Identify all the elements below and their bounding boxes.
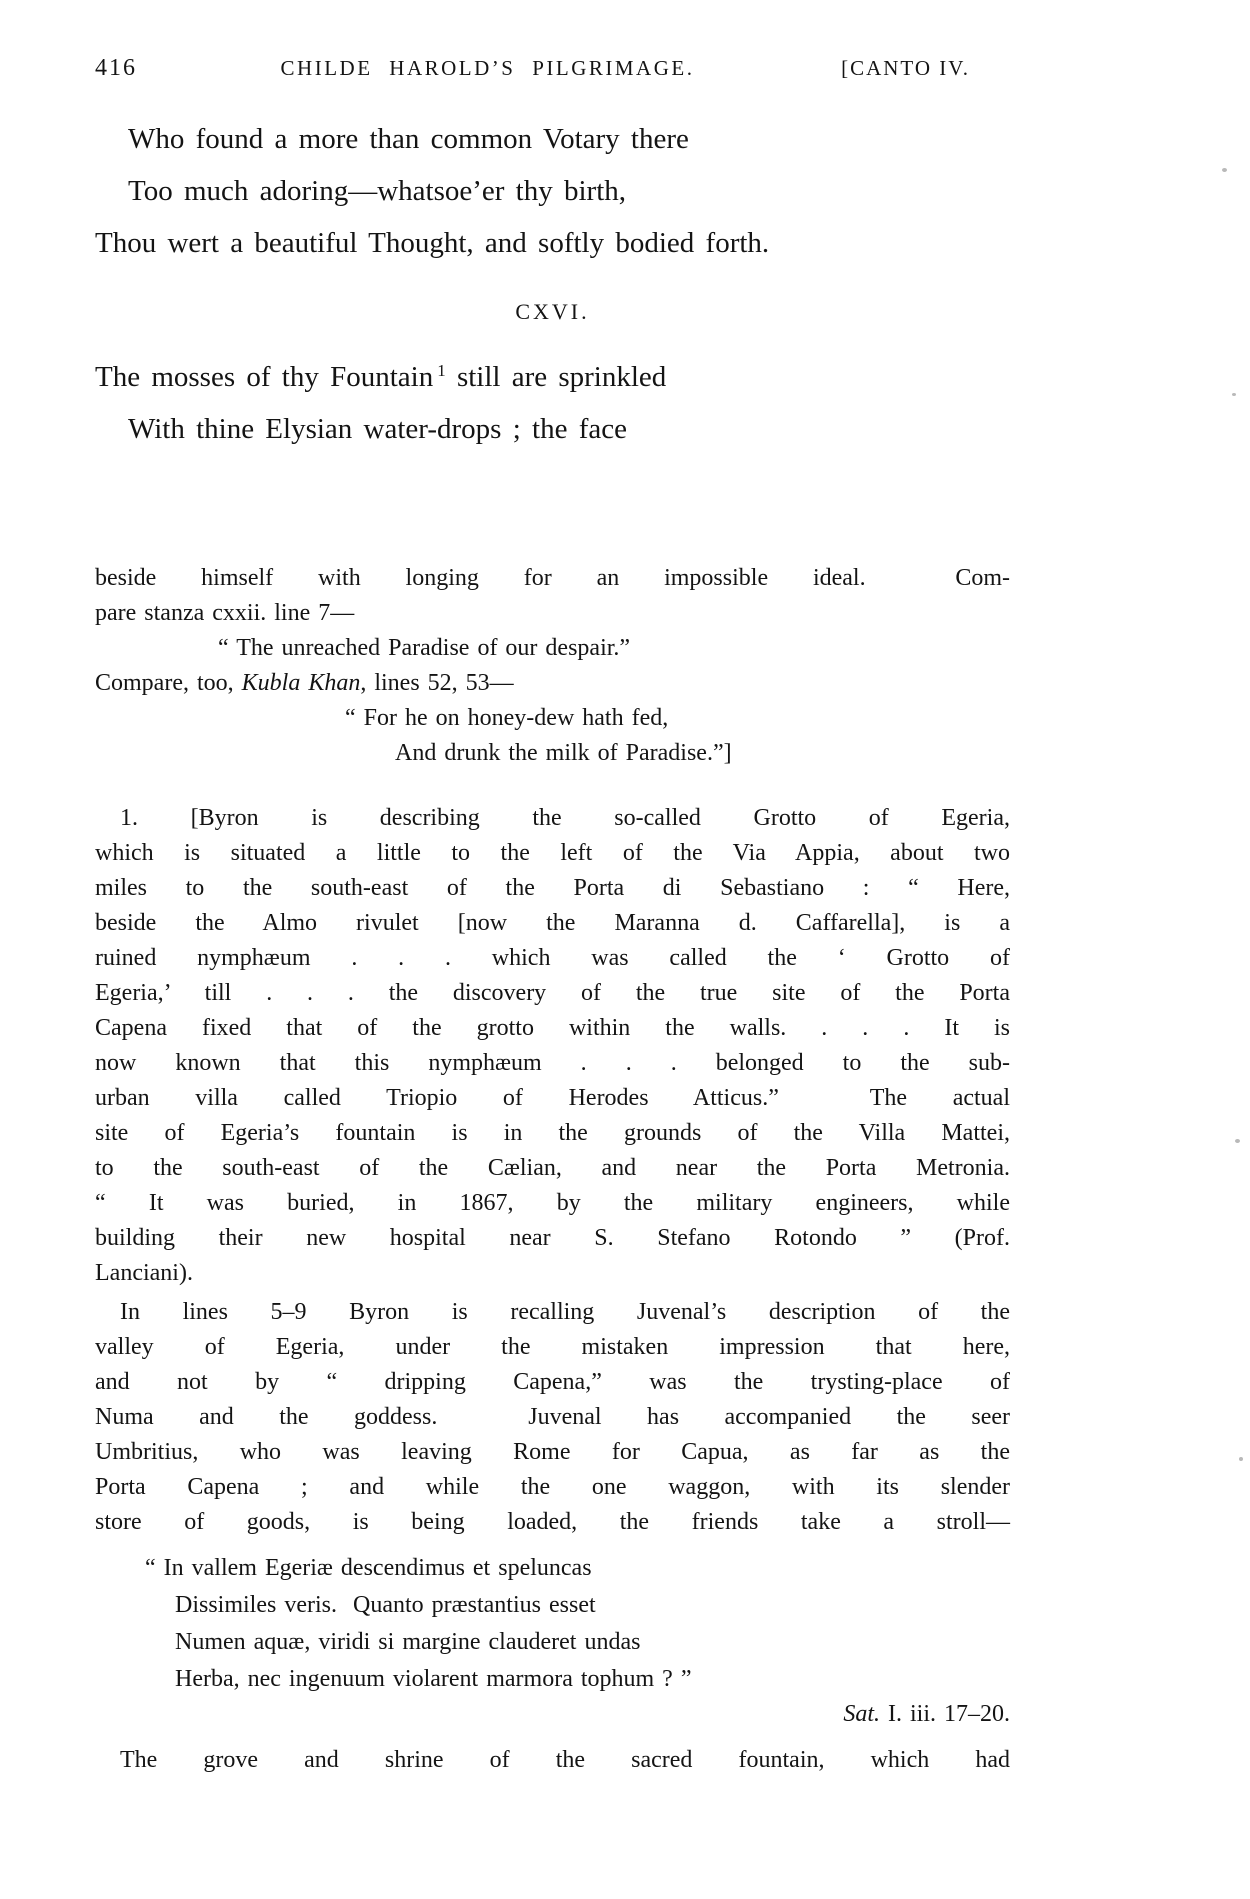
footnote-line: store of goods, is being loaded, the friends take a stroll— xyxy=(95,1509,1010,1535)
footnote-quote-line: And drunk the milk of Paradise.”] xyxy=(395,740,732,766)
footnote-line: site of Egeria’s fountain is in the grounds of the Villa Mattei, xyxy=(95,1120,1010,1146)
poem-line-text: still are sprinkled xyxy=(445,361,667,393)
latin-quote-line: Herba, nec ingenuum violarent marmora tophum ? ” xyxy=(175,1666,692,1692)
latin-quote-line: Numen aquæ, viridi si margine clauderet undas xyxy=(175,1629,641,1655)
footnote-continuation xyxy=(95,561,1010,771)
book-title-header: CHILDE HAROLD’S PILGRIMAGE. xyxy=(280,56,695,80)
footnote-line: building their new hospital near S. Stefano Rotondo ” (Prof. xyxy=(95,1225,1010,1251)
footnote-line: now known that this nymphæum . . . belonged to the sub- xyxy=(95,1050,1010,1076)
footnote-line: urban villa called Triopio of Herodes Atticus.” The actual xyxy=(95,1085,1010,1111)
footnote-line xyxy=(95,666,1010,701)
footnote-line: Lanciani). xyxy=(95,1260,193,1286)
attribution-text: I. iii. 17–20. xyxy=(880,1701,1010,1727)
latin-quotation xyxy=(95,1550,1010,1731)
work-title: Sat. xyxy=(843,1701,880,1727)
scan-speck xyxy=(1235,1139,1240,1143)
footnote-line: Porta Capena ; and while the one waggon, with its slender xyxy=(95,1474,1010,1500)
footnote-line: beside himself with longing for an impossible ideal. Com- xyxy=(95,565,1010,591)
footnote-line: to the south-east of the Cælian, and near the Porta Metronia. xyxy=(95,1155,1010,1181)
quote-attribution xyxy=(95,1698,1010,1731)
footnote-line: pare stanza cxxii. line 7— xyxy=(95,600,355,626)
running-header xyxy=(95,55,1010,89)
footnote-line: 1. [Byron is describing the so-called Grotto of Egeria, xyxy=(120,805,1010,831)
footnote-line: Capena fixed that of the grotto within the walls. . . . It is xyxy=(95,1015,1010,1041)
poem-line: Too much adoring—whatsoe’er thy birth, xyxy=(128,175,626,207)
latin-quote-line: “ In vallem Egeriæ descendimus et speluncas xyxy=(145,1555,592,1581)
footnote-1-paragraph-2 xyxy=(95,1295,1010,1540)
footnote-line: ruined nymphæum . . . which was called the ‘ Grotto of xyxy=(95,945,1010,971)
scan-speck xyxy=(1239,1457,1243,1461)
footnote-1-paragraph-1 xyxy=(95,801,1010,1291)
canto-label: [CANTO IV. xyxy=(841,56,970,80)
poem-line: With thine Elysian water-drops ; the face xyxy=(128,413,627,445)
footnote-quote-line: “ The unreached Paradise of our despair.” xyxy=(218,635,631,661)
footnote-line: “ It was buried, in 1867, by the military engineers, while xyxy=(95,1190,1010,1216)
work-title: Kubla Khan xyxy=(241,670,361,696)
poem-line: Who found a more than common Votary there xyxy=(128,123,689,155)
footnote-line: valley of Egeria, under the mistaken impression that here, xyxy=(95,1334,1010,1360)
footnote-reference: 1 xyxy=(437,361,446,380)
footnote-quote-line: “ For he on honey-dew hath fed, xyxy=(345,705,669,731)
scan-speck xyxy=(1232,393,1236,396)
footnote-line: miles to the south-east of the Porta di Sebastiano : “ Here, xyxy=(95,875,1010,901)
page-number: 416 xyxy=(95,55,137,81)
footnote-text: , lines 52, 53— xyxy=(360,670,514,696)
poem-line: Thou wert a beautiful Thought, and softly bodied forth. xyxy=(95,227,770,259)
stanza-number-heading: CXVI. xyxy=(515,299,590,324)
footnote-line: Umbritius, who was leaving Rome for Capua, as far as the xyxy=(95,1439,1010,1465)
footnote-line: Egeria,’ till . . . the discovery of the true site of the Porta xyxy=(95,980,1010,1006)
footnote-closing-line: The grove and shrine of the sacred fountain, which had xyxy=(120,1747,1010,1773)
footnote-text: Compare, too, xyxy=(95,670,242,696)
poem-line xyxy=(95,345,1010,403)
page-content xyxy=(95,55,1010,1778)
footnote-line: and not by “ dripping Capena,” was the trysting-place of xyxy=(95,1369,1010,1395)
stanza-cxv xyxy=(95,113,1010,269)
footnote-line: In lines 5–9 Byron is recalling Juvenal’s description of the xyxy=(120,1299,1010,1325)
stanza-cxvi xyxy=(95,345,1010,455)
footnote-line: Numa and the goddess. Juvenal has accompanied the seer xyxy=(95,1404,1010,1430)
scan-speck xyxy=(1222,168,1227,172)
footnotes-section xyxy=(95,561,1010,1778)
latin-quote-line: Dissimiles veris. Quanto præstantius esset xyxy=(175,1592,596,1618)
footnote-line: beside the Almo rivulet [now the Maranna d. Caffarella], is a xyxy=(95,910,1010,936)
poem-line-text: The mosses of thy Fountain xyxy=(95,361,434,393)
footnote-line: which is situated a little to the left of the Via Appia, about two xyxy=(95,840,1010,866)
